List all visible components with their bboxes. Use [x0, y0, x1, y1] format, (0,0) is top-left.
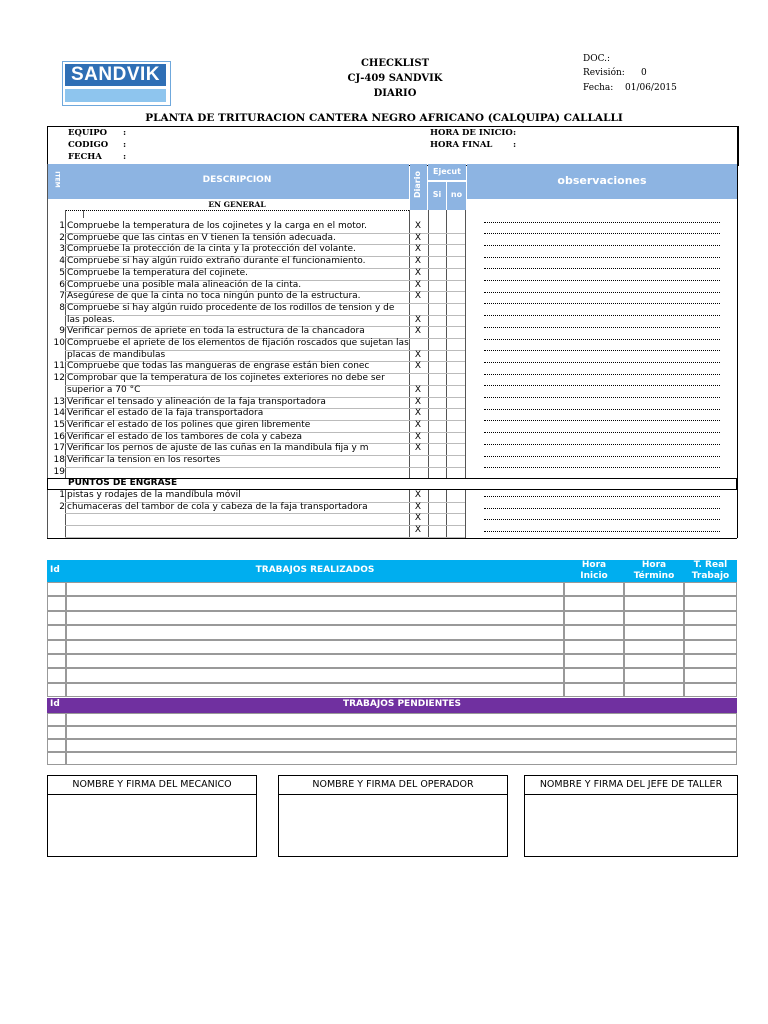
checklist-row — [47, 280, 737, 292]
tr-cell[interactable] — [684, 611, 737, 625]
tp-cell[interactable] — [66, 713, 737, 726]
tr-hora-termino-l2: Término — [633, 571, 675, 581]
item-number: 13 — [53, 396, 65, 407]
tp-cell[interactable] — [47, 713, 66, 726]
item-description: placas de mandibulas — [67, 349, 166, 360]
item-description: Compruebe la temperatura de los cojinetes y la carga en el motor. — [67, 221, 367, 231]
engrase-description: chumaceras del tambor de cola y cabeza de la faja transportadora — [67, 501, 368, 512]
item-number: 19 — [53, 466, 65, 477]
engrase-mark: X — [414, 525, 422, 536]
item-number: 14 — [53, 408, 65, 419]
item-number: 4 — [59, 256, 65, 267]
item-number: 5 — [59, 267, 65, 278]
col-line-item-b — [83, 210, 84, 218]
tr-hora-termino-l1: Hora — [641, 560, 667, 570]
observation-line — [484, 456, 720, 457]
tr-cell[interactable] — [684, 668, 737, 682]
tr-cell[interactable] — [66, 668, 564, 682]
tp-cell[interactable] — [66, 739, 737, 752]
checklist-row — [47, 303, 737, 315]
codigo-label: CODIGO — [68, 140, 109, 150]
diario-mark: X — [414, 443, 422, 454]
tr-cell[interactable] — [47, 654, 66, 668]
diario-mark: X — [414, 431, 422, 442]
observation-line — [484, 444, 720, 445]
engrase-mark: X — [414, 490, 422, 500]
tr-cell[interactable] — [564, 654, 624, 668]
checklist-row — [47, 361, 737, 373]
tp-cell[interactable] — [66, 752, 737, 765]
doc-title-line-3: DIARIO — [373, 88, 417, 99]
diario-header-text: Diario — [412, 171, 422, 198]
item-description: Verificar pernos de apriete en toda la estructura de la chancadora — [67, 326, 365, 337]
observation-line — [484, 467, 720, 468]
si-header: Si — [428, 182, 446, 210]
item-number: 7 — [59, 291, 65, 302]
item-description: Compruebe que las cintas en V tienen la tensión adecuada. — [67, 232, 336, 243]
checklist-row — [47, 432, 737, 444]
observation-line — [484, 350, 720, 351]
tr-cell[interactable] — [564, 668, 624, 682]
observation-line — [484, 280, 720, 281]
item-description: las poleas. — [67, 314, 115, 325]
equipo-colon: : — [123, 128, 127, 138]
revision-value: 0 — [641, 68, 647, 78]
observation-line — [484, 268, 720, 269]
signature-operador-label: NOMBRE Y FIRMA DEL OPERADOR — [279, 776, 507, 795]
checklist-row — [47, 268, 737, 280]
tp-cell[interactable] — [47, 739, 66, 752]
tr-cell[interactable] — [624, 668, 684, 682]
tr-cell[interactable] — [66, 625, 564, 639]
engrase-mark: X — [414, 501, 422, 512]
tr-cell[interactable] — [624, 611, 684, 625]
tr-hora-inicio-l2: Inicio — [580, 571, 608, 581]
diario-mark: X — [414, 267, 422, 278]
checklist-row — [47, 256, 737, 268]
tr-cell[interactable] — [66, 640, 564, 654]
diario-mark: X — [414, 256, 422, 267]
tp-cell[interactable] — [47, 726, 66, 739]
tr-title: TRABAJOS REALIZADOS — [255, 565, 375, 575]
checklist-row — [47, 221, 737, 233]
table-bottom — [47, 538, 737, 539]
observation-line — [484, 397, 720, 398]
row-divider — [65, 537, 465, 538]
item-number: 8 — [59, 302, 65, 313]
diario-mark: X — [414, 419, 422, 430]
codigo-colon: : — [123, 140, 127, 150]
item-description: Compruebe si hay algún ruido extraño durante el funcionamiento. — [67, 256, 366, 267]
item-description: Verificar la tension en los resortes — [67, 455, 221, 465]
tr-cell[interactable] — [47, 596, 66, 610]
item-number: 17 — [53, 443, 65, 454]
diario-mark: X — [414, 396, 422, 407]
signature-mecanico — [47, 775, 257, 857]
observation-line — [484, 222, 720, 223]
observation-line — [484, 496, 720, 497]
item-number: 11 — [53, 361, 65, 372]
tr-cell[interactable] — [684, 654, 737, 668]
observation-line — [484, 303, 720, 304]
observation-line — [484, 233, 720, 234]
diario-mark: X — [414, 349, 422, 360]
item-description: Compruebe el apriete de los elementos de fijación roscados que sujetan las — [67, 338, 409, 348]
checklist-row — [47, 315, 737, 327]
item-number: 15 — [53, 419, 65, 430]
tp-id-header: Id — [50, 699, 60, 709]
engrase-description: pistas y rodajes de la mandíbula móvil — [67, 490, 241, 500]
revision-label: Revisión: — [583, 68, 625, 78]
descripcion-header: DESCRIPCION — [65, 164, 409, 199]
tr-cell[interactable] — [684, 683, 737, 697]
no-header: no — [447, 182, 466, 210]
observation-line — [484, 245, 720, 246]
item-number: 2 — [59, 232, 65, 243]
tr-cell[interactable] — [66, 596, 564, 610]
item-description: Compruebe la temperatura del cojinete. — [67, 267, 249, 278]
diario-mark: X — [414, 232, 422, 243]
tr-cell[interactable] — [66, 654, 564, 668]
tr-cell[interactable] — [624, 596, 684, 610]
item-number: 9 — [59, 326, 65, 337]
checklist-row — [47, 420, 737, 432]
item-description: Compruebe una posible mala alineación de la cinta. — [67, 279, 302, 290]
observation-line — [484, 385, 720, 386]
checklist-row — [47, 408, 737, 420]
item-description: Comprobar que la temperatura de los cojinetes exteriores no debe ser — [67, 373, 385, 384]
checklist-row — [47, 443, 737, 455]
tr-cell[interactable] — [564, 596, 624, 610]
signature-mecanico-label: NOMBRE Y FIRMA DEL MECANICO — [48, 776, 256, 795]
item-number: 16 — [53, 431, 65, 442]
diario-mark: X — [414, 384, 422, 395]
checklist-row — [47, 326, 737, 338]
tr-cell[interactable] — [684, 582, 737, 596]
item-number: 18 — [53, 455, 65, 465]
checklist-row — [47, 350, 737, 362]
item-description: Compruebe que todas las mangueras de engrase están bien conec — [67, 361, 370, 372]
tr-t-real-header — [684, 560, 737, 582]
signature-operador — [278, 775, 508, 857]
checklist-row — [47, 397, 737, 409]
ejecut-header: Ejecut — [428, 164, 466, 180]
equipo-label: EQUIPO — [68, 128, 108, 138]
item-number: 10 — [53, 338, 65, 348]
signature-jefe-taller — [524, 775, 738, 857]
observation-line — [484, 432, 720, 433]
observation-line — [484, 315, 720, 316]
fecha-info-label: FECHA — [68, 152, 102, 162]
tr-t-real-l2: Trabajo — [691, 571, 730, 581]
tr-cell[interactable] — [684, 596, 737, 610]
observation-line — [484, 327, 720, 328]
logo-underbar — [65, 89, 166, 102]
hora-inicio-colon: : — [513, 128, 517, 138]
doc-title-line-1: CHECKLIST — [360, 58, 430, 69]
observation-line — [484, 508, 720, 509]
observaciones-header: observaciones — [467, 164, 737, 199]
tr-cell[interactable] — [564, 582, 624, 596]
fecha-info-colon: : — [123, 152, 127, 162]
item-number: 12 — [53, 373, 65, 384]
item-number: 3 — [59, 244, 65, 255]
engrase-mark: X — [414, 513, 422, 524]
tr-hora-inicio-l1: Hora — [581, 560, 607, 570]
checklist-row — [47, 373, 737, 385]
diario-mark: X — [414, 279, 422, 290]
tr-cell[interactable] — [47, 611, 66, 625]
trabajos-realizados-header — [47, 560, 737, 582]
tr-cell[interactable] — [66, 582, 564, 596]
tr-cell[interactable] — [47, 683, 66, 697]
item-description: Compruebe la protección de la cinta y la protección del volante. — [67, 244, 356, 255]
hora-final-colon: : — [513, 140, 517, 150]
observation-line — [484, 362, 720, 363]
fecha-value: 01/06/2015 — [625, 83, 677, 93]
item-number: 6 — [59, 279, 65, 290]
item-description: Verificar los pernos de ajuste de las cuñas en la mandibula fija y m — [67, 443, 369, 454]
tr-id-header: Id — [50, 565, 60, 575]
tr-cell[interactable] — [624, 625, 684, 639]
tr-cell[interactable] — [684, 640, 737, 654]
diario-mark: X — [414, 221, 422, 231]
diario-mark: X — [414, 244, 422, 255]
checklist-row — [47, 244, 737, 256]
fecha-label: Fecha: — [583, 83, 614, 93]
item-header-text: ITEM — [53, 171, 61, 188]
engrase-number: 1 — [59, 490, 65, 500]
observation-line — [484, 409, 720, 410]
observation-line — [484, 519, 720, 520]
checklist-row — [47, 338, 737, 350]
item-description: Verificar el estado de la faja transportadora — [67, 408, 264, 419]
doc-label: DOC.: — [583, 54, 611, 64]
tr-cell[interactable] — [684, 625, 737, 639]
observation-line — [484, 292, 720, 293]
diario-mark: X — [414, 326, 422, 337]
item-description: Asegúrese de que la cinta no toca ningún punto de la estructura. — [67, 291, 361, 302]
tr-cell[interactable] — [47, 582, 66, 596]
tr-cell[interactable] — [564, 611, 624, 625]
diario-mark: X — [414, 408, 422, 419]
checklist-row — [47, 385, 737, 397]
checklist-row — [47, 455, 737, 467]
tr-cell[interactable] — [564, 625, 624, 639]
checklist-row — [47, 233, 737, 245]
tr-cell[interactable] — [624, 683, 684, 697]
tr-cell[interactable] — [564, 640, 624, 654]
hora-final-label: HORA FINAL — [430, 140, 493, 150]
hora-inicio-label: HORA DE INICIO — [430, 128, 513, 138]
observation-line — [484, 257, 720, 258]
tp-cell[interactable] — [66, 726, 737, 739]
tr-hora-inicio-header — [564, 560, 624, 582]
tr-t-real-l1: T. Real — [693, 560, 728, 570]
tr-cell[interactable] — [47, 640, 66, 654]
observation-line — [484, 420, 720, 421]
tp-cell[interactable] — [47, 752, 66, 765]
tr-cell[interactable] — [66, 611, 564, 625]
item-description: Verificar el estado de los polines que giren libremente — [67, 419, 311, 430]
item-description: superior a 70 °C — [67, 384, 141, 395]
engrase-section — [47, 478, 737, 490]
tr-cell[interactable] — [624, 640, 684, 654]
diario-mark: X — [414, 361, 422, 372]
engrase-number: 2 — [59, 501, 65, 512]
tr-cell[interactable] — [624, 582, 684, 596]
plant-title: PLANTA DE TRITURACION CANTERA NEGRO AFRICANO (CALQUIPA) CALLALLI — [145, 112, 623, 124]
diario-mark: X — [414, 314, 422, 325]
observation-line — [484, 339, 720, 340]
sandvik-logo — [62, 61, 171, 106]
item-number: 1 — [59, 221, 65, 231]
signature-jefe-taller-label: NOMBRE Y FIRMA DEL JEFE DE TALLER — [525, 776, 737, 795]
tr-cell[interactable] — [47, 668, 66, 682]
tr-cell[interactable] — [47, 625, 66, 639]
observation-line — [484, 374, 720, 375]
tr-cell[interactable] — [66, 683, 564, 697]
checklist-row — [47, 467, 737, 479]
engrase-title: PUNTOS DE ENGRASE — [68, 478, 178, 488]
doc-title-line-2: CJ-409 SANDVIK — [347, 73, 443, 84]
diario-mark: X — [414, 291, 422, 302]
tr-hora-termino-header — [624, 560, 684, 582]
observation-line — [484, 531, 720, 532]
tp-title: TRABAJOS PENDIENTES — [342, 699, 462, 709]
item-description: Compruebe si hay algún ruido procedente de los rodillos de tension y de — [67, 302, 395, 313]
item-description: Verificar el estado de los tambores de cola y cabeza — [67, 431, 303, 442]
item-description: Verificar el tensado y alineación de la faja transportadora — [67, 396, 326, 407]
trabajos-pendientes-header — [47, 698, 737, 713]
checklist-row — [47, 291, 737, 303]
logo-text: SANDVIK — [65, 64, 166, 86]
tr-cell[interactable] — [624, 654, 684, 668]
tr-cell[interactable] — [564, 683, 624, 697]
en-general-label: EN GENERAL — [65, 199, 409, 211]
